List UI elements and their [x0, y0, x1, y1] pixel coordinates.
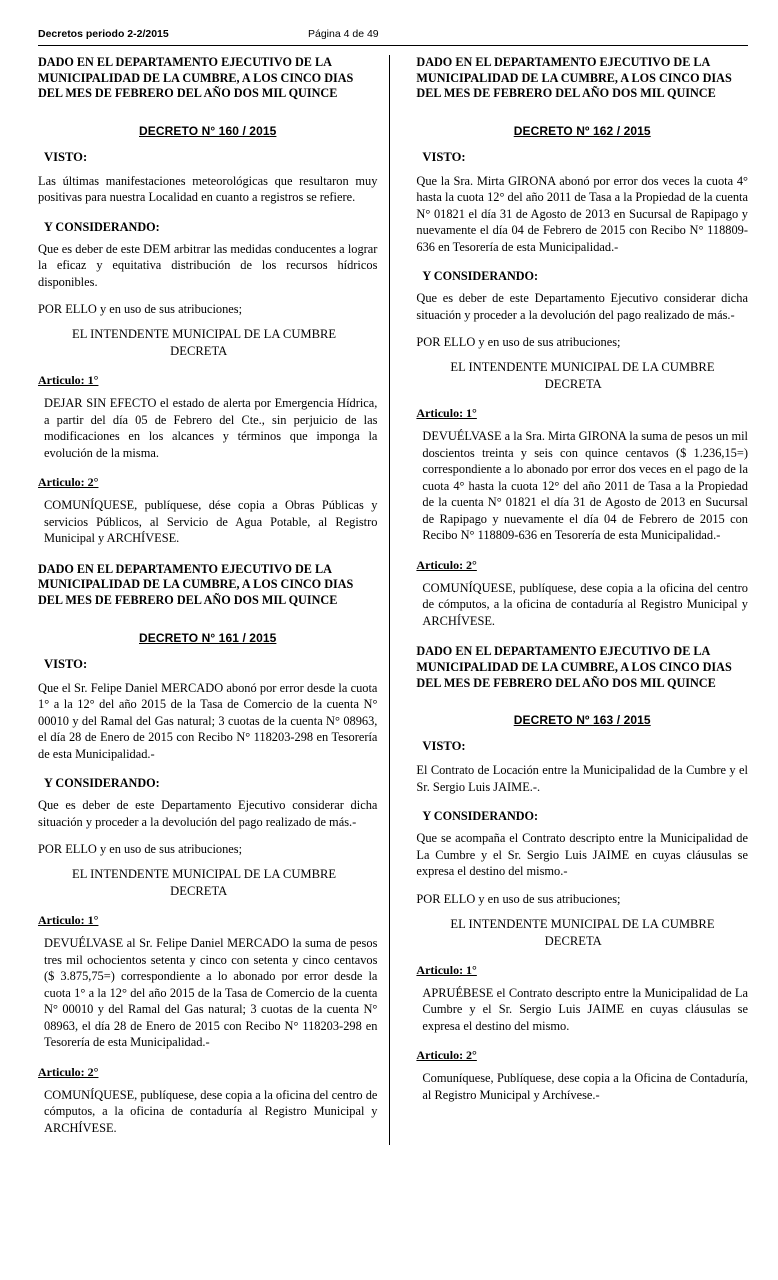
dado-block: DADO EN EL DEPARTAMENTO EJECUTIVO DE LA MUNICIPALIDAD DE LA CUMBRE, A LOS CINCO DIAS DEL MES DE FEBRERO DEL AÑO DOS MIL QUINCE [416, 55, 732, 101]
decreto-161-considerando-text: Que es deber de este Departamento Ejecutivo considerar dicha situación y proceder a la devolución del pago realizado de más.- [38, 798, 378, 829]
decreto-162-title: DECRETO Nº 162 / 2015 [513, 123, 651, 138]
visto-label: VISTO: [422, 739, 466, 754]
decreto-162-articulo-2-text: COMUNÍQUESE, publíquese, dese copia a la oficina del centro de cómputos, a la oficina de contaduría al Registro Municipal y ARCHÍVESE. [422, 580, 748, 628]
decreta-line: DECRETA [170, 884, 228, 899]
decreto-160-considerando-text: Que es deber de este DEM arbitrar las medidas conducentes a lograr la eficaz y equitativa distribución de los recursos hídricos disponibles. [38, 241, 378, 289]
decreto-160-title: DECRETO N° 160 / 2015 [139, 123, 277, 138]
por-ello-text: POR ELLO y en uso de sus atribuciones; [416, 891, 621, 906]
articulo-1-label: Articulo: 1° [38, 913, 99, 928]
decreto-162-visto-text: Que la Sra. Mirta GIRONA abonó por error dos veces la cuota 4° hasta la cuota 12° del año 2011 de Tasa a la Propiedad de la cuenta N° 01821 el día 31 de Agosto de 2013 en Sucursal de Rapipago y nuevamente el día 04 de Febrero de 2015 con Recibo N° 118809-636 en Tesorería de esta Municipalidad.- [416, 173, 748, 254]
two-column-body [38, 55, 748, 1145]
por-ello-text: POR ELLO y en uso de sus atribuciones; [38, 302, 243, 317]
intendente-line: EL INTENDENTE MUNICIPAL DE LA CUMBRE [450, 360, 715, 375]
intendente-line: EL INTENDENTE MUNICIPAL DE LA CUMBRE [72, 867, 337, 882]
page-number: Página 4 de 49 [308, 28, 379, 40]
decreta-line: DECRETA [544, 933, 602, 948]
articulo-1-label: Articulo: 1° [38, 373, 99, 388]
dado-block: DADO EN EL DEPARTAMENTO EJECUTIVO DE LA MUNICIPALIDAD DE LA CUMBRE, A LOS CINCO DIAS DEL MES DE FEBRERO DEL AÑO DOS MIL QUINCE [38, 561, 354, 608]
visto-label: VISTO: [44, 656, 88, 671]
decreto-162-considerando-text: Que es deber de este Departamento Ejecutivo considerar dicha situación y proceder a la devolución del pago realizado de más.- [416, 291, 748, 322]
intendente-line: EL INTENDENTE MUNICIPAL DE LA CUMBRE [450, 916, 715, 931]
decreto-160-articulo-1-text: DEJAR SIN EFECTO el estado de alerta por Emergencia Hídrica, a partir del día 05 de Febrero del Cte., sin perjuicio de las modificaciones en los alcances y términos que imponga la evolución de la misma. [44, 396, 378, 460]
decreto-163-articulo-2-text: Comuníquese, Publíquese, dese copia a la Oficina de Contaduría, al Registro Municipal y Archívese.- [422, 1071, 748, 1102]
dado-block: DADO EN EL DEPARTAMENTO EJECUTIVO DE LA MUNICIPALIDAD DE LA CUMBRE, A LOS CINCO DIAS DEL MES DE FEBRERO DEL AÑO DOS MIL QUINCE [416, 644, 732, 690]
intendente-line: EL INTENDENTE MUNICIPAL DE LA CUMBRE [72, 327, 337, 342]
articulo-2-label: Articulo: 2° [416, 1048, 477, 1063]
articulo-2-label: Articulo: 2° [416, 557, 477, 572]
header-title: Decretos periodo 2-2/2015 [38, 28, 169, 40]
decreto-160-articulo-2-text: COMUNÍQUESE, publíquese, dése copia a Obras Públicas y servicios Públicos, al Servicio de Agua Potable, al Registro Municipal y ARCHÍVESE. [44, 498, 378, 546]
considerando-label: Y CONSIDERANDO: [422, 269, 539, 284]
decreto-163-considerando-text: Que se acompaña el Contrato descripto entre la Municipalidad de La Cumbre y el Sr. Sergio Luis JAIME en cuyas cláusulas se expresa el destino del mismo.- [416, 831, 748, 879]
considerando-label: Y CONSIDERANDO: [422, 809, 539, 824]
decreta-line: DECRETA [170, 344, 228, 359]
articulo-1-label: Articulo: 1° [416, 962, 477, 977]
por-ello-text: POR ELLO y en uso de sus atribuciones; [38, 842, 243, 857]
visto-label: VISTO: [422, 149, 466, 164]
visto-label: VISTO: [44, 149, 88, 164]
decreto-161-articulo-1-text: DEVUÉLVASE al Sr. Felipe Daniel MERCADO la suma de pesos tres mil ochocientos setenta y cinco con setenta y cinco centavos ($ 3.875,75=) correspondiente a lo abonado por error desde la cuota 1° a la 12° del año 2015 de la Tasa de Comercio de la cuenta N° 00010 y del Ramal del Gas natural; 3 cuotas de la cuenta N° 08963, el día 28 de Enero de 2015 con Recibo N° 118203-298 en Tesorería de esta Municipalidad.- [44, 936, 378, 1050]
articulo-1-label: Articulo: 1° [416, 406, 477, 421]
decreta-line: DECRETA [544, 377, 602, 392]
considerando-label: Y CONSIDERANDO: [44, 776, 160, 791]
page-header [38, 28, 748, 46]
decreto-161-title: DECRETO N° 161 / 2015 [139, 630, 277, 645]
articulo-2-label: Articulo: 2° [38, 1064, 99, 1079]
decreto-163-articulo-1-text: APRUÉBESE el Contrato descripto entre la Municipalidad de La Cumbre y el Sr. Sergio Luis JAIME en cuyas cláusulas se expresa el destino del mismo. [422, 985, 748, 1033]
decreto-160-visto-text: Las últimas manifestaciones meteorológicas que resultaron muy positivas para nuestra Localidad en cuanto a registros se refiere. [38, 173, 378, 205]
por-ello-text: POR ELLO y en uso de sus atribuciones; [416, 335, 621, 350]
considerando-label: Y CONSIDERANDO: [44, 219, 160, 234]
dado-block: DADO EN EL DEPARTAMENTO EJECUTIVO DE LA MUNICIPALIDAD DE LA CUMBRE, A LOS CINCO DIAS DEL MES DE FEBRERO DEL AÑO DOS MIL QUINCE [38, 55, 354, 101]
decreto-163-visto-text: El Contrato de Locación entre la Municipalidad de la Cumbre y el Sr. Sergio Luis JAIME.-. [416, 763, 748, 794]
decreto-162-articulo-1-text: DEVUÉLVASE a la Sra. Mirta GIRONA la suma de pesos un mil doscientos treinta y seis con quince centavos ($ 1.236,15=) correspondiente a lo abonado por error dos veces en el pago de la cuota 4° hasta la cuota 12° del año 2011 de Tasa a la Propiedad de la cuenta N° 01821 el día 31 de Agosto de 2013 en Sucursal de Rapipago y nuevamente el día 04 de Febrero de 2015 con Recibo N° 118809-636 en Tesorería de esta Municipalidad.- [422, 429, 748, 543]
right-column [412, 55, 748, 1112]
articulo-2-label: Articulo: 2° [38, 475, 99, 490]
decreto-161-articulo-2-text: COMUNÍQUESE, publíquese, dese copia a la oficina del centro de cómputos, a la oficina de contaduría al Registro Municipal y ARCHÍVESE. [44, 1087, 378, 1135]
decreto-161-visto-text: Que el Sr. Felipe Daniel MERCADO abonó por error desde la cuota 1° a la 12° del año 2015 de la Tasa de Comercio de la cuenta N° 00010 y del Ramal del Gas natural; 3 cuotas de la cuenta N° 08963, el día 28 de Enero de 2015 con Recibo N° 118203-298 en Tesorería de esta Municipalidad.- [38, 680, 378, 761]
decreto-163-title: DECRETO Nº 163 / 2015 [513, 713, 651, 728]
left-column [38, 55, 390, 1145]
